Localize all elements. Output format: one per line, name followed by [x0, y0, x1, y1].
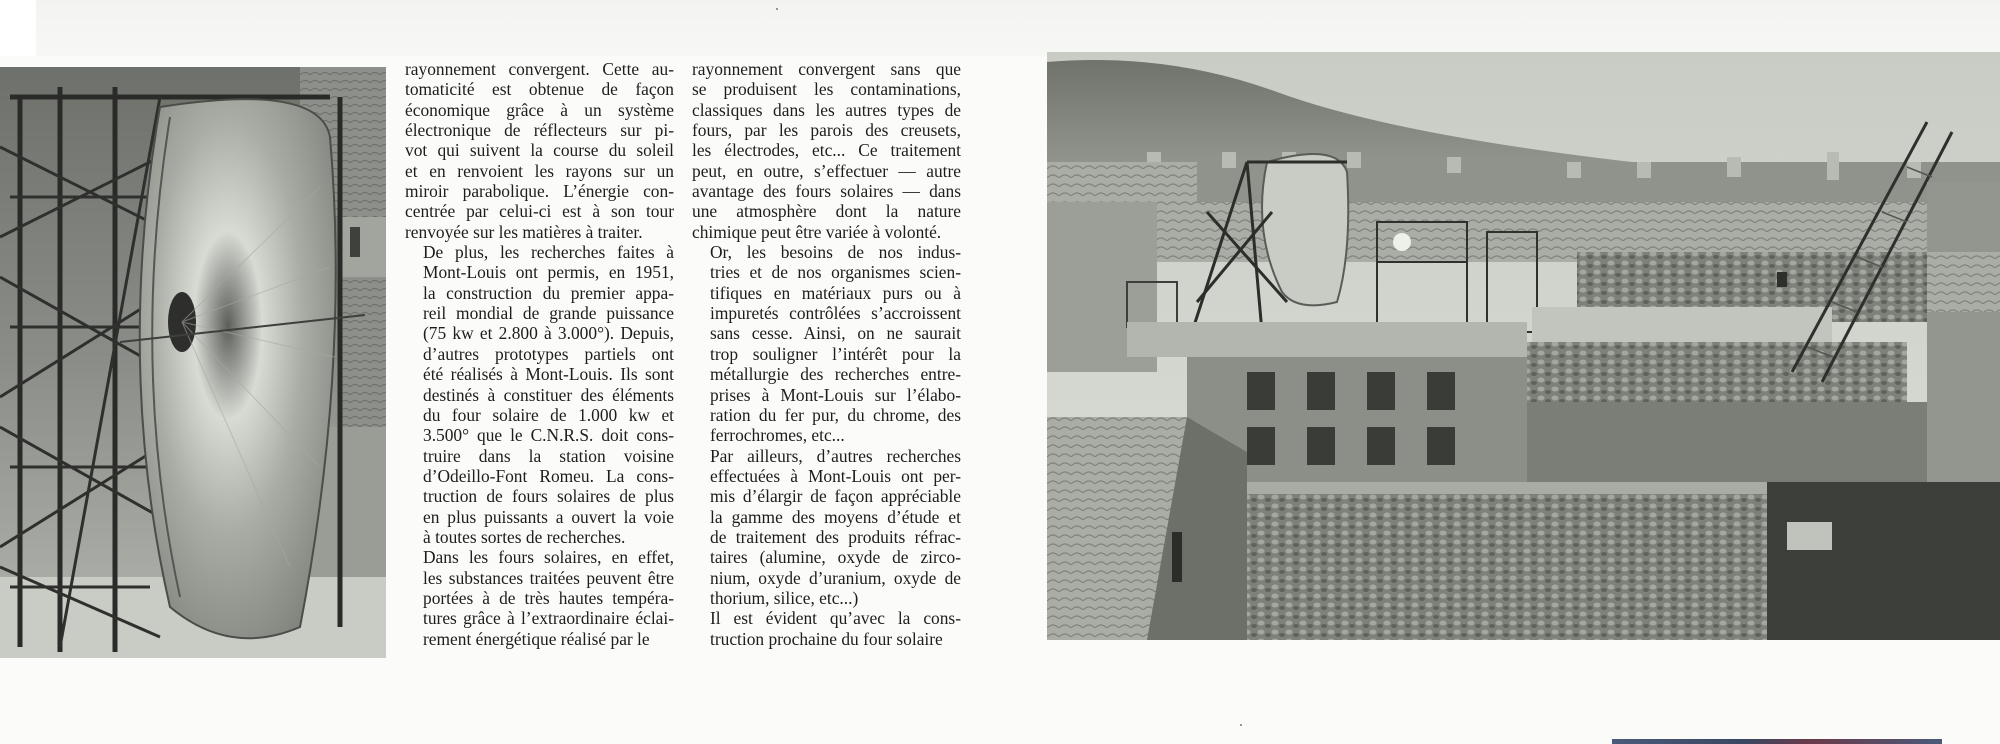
page-edge-strip — [1612, 739, 1942, 744]
text-line: les substances traitées peuvent être — [423, 567, 674, 588]
text-line: du four solaire de 1.000 kw et — [423, 404, 674, 425]
text-line: 3.500° que le C.N.R.S. doit cons- — [423, 425, 674, 446]
paper-speck — [776, 8, 778, 10]
text-line: nium, oxyde d’uranium, oxyde de — [710, 567, 961, 588]
paragraph — [692, 59, 961, 242]
text-line: d’autres prototypes partiels ont — [423, 343, 674, 364]
text-line: rayonnement convergent. Cette au- — [405, 59, 674, 79]
text-line: thorium, silice, etc...) — [710, 587, 859, 608]
solar-mirror-illustration — [0, 67, 386, 658]
scan-edge — [0, 0, 36, 56]
photo-mont-louis-rooftops — [1047, 52, 2000, 640]
text-line: centrée par celui-ci est à son tour — [405, 201, 674, 222]
text-line: la construction du premier appa- — [423, 282, 674, 303]
paragraph — [692, 446, 961, 609]
text-line: truction de fours solaires de plus — [423, 486, 674, 507]
text-line: Par ailleurs, d’autres recherches — [710, 445, 961, 466]
paragraph — [692, 242, 961, 445]
text-line: électronique de réflecteurs sur pi- — [405, 120, 674, 141]
text-line: De plus, les recherches faites à — [423, 242, 674, 263]
text-line: les électrodes, etc... Ce traitement — [692, 140, 961, 161]
text-line: truction prochaine du four solaire — [710, 628, 943, 649]
text-line: ferrochromes, etc... — [710, 425, 845, 446]
mont-louis-illustration — [1047, 52, 2000, 640]
text-line: tures grâce à l’extraordinaire éclai- — [423, 608, 674, 629]
page-top-margin — [36, 0, 2000, 56]
photo-solar-mirror — [0, 67, 386, 658]
text-line: mis d’élargir de façon appréciable — [710, 486, 961, 507]
text-line: tomaticité est obtenue de façon — [405, 79, 674, 100]
text-line: se produisent les contaminations, — [692, 79, 961, 100]
text-line: sans cesse. Ainsi, on ne saurait — [710, 323, 961, 344]
text-line: destinés à constituer des éléments — [423, 384, 674, 405]
paragraph — [405, 242, 674, 547]
paragraph — [692, 608, 961, 649]
text-line: rement énergétique réalisé par le — [423, 628, 650, 649]
text-line: trop souligner l’intérêt pour la — [710, 343, 961, 364]
paragraph — [405, 547, 674, 649]
text-line: d’Odeillo-Font Romeu. La cons- — [423, 465, 674, 486]
text-line: impuretés contrôlées s’accroissent — [710, 303, 961, 324]
text-line: tifiques en matériaux purs ou à — [710, 282, 961, 303]
text-line: portées à de très hautes tempéra- — [423, 587, 674, 608]
text-line: tries et de nos organismes scien- — [710, 262, 961, 283]
text-column-1 — [405, 59, 674, 649]
paragraph — [405, 59, 674, 242]
text-line: classiques dans les autres types de — [692, 99, 961, 120]
text-line: effectuées à Mont-Louis ont per- — [710, 465, 961, 486]
text-line: renvoyée sur les matières à traiter. — [405, 221, 643, 242]
text-line: fours, par les parois des creusets, — [692, 120, 961, 141]
text-line: été réalisés à Mont-Louis. Ils sont — [423, 364, 674, 385]
text-line: peut, en outre, s’effectuer — autre — [692, 160, 961, 181]
text-line: chimique peut être variée à volonté. — [692, 221, 942, 242]
text-line: une atmosphère dont la nature — [692, 201, 961, 222]
text-column-2 — [692, 59, 961, 649]
text-line: à toutes sortes de recherches. — [423, 526, 626, 547]
text-line: Il est évident qu’avec la cons- — [710, 608, 961, 629]
text-line: Mont-Louis ont permis, en 1951, — [423, 262, 674, 283]
text-line: (75 kw et 2.800 à 3.000°). Depuis, — [423, 323, 674, 344]
text-line: Or, les besoins de nos indus- — [710, 242, 961, 263]
text-line: la gamme des moyens d’étude et — [710, 506, 961, 527]
text-line: et en renvoient les rayons sur un — [405, 160, 674, 181]
text-line: rayonnement convergent sans que — [692, 59, 961, 79]
text-line: ration du fer pur, du chrome, des — [710, 404, 961, 425]
text-line: vot qui suivent la course du soleil — [405, 140, 674, 161]
text-line: avantage des fours solaires — dans — [692, 181, 961, 202]
text-line: miroir parabolique. L’énergie con- — [405, 181, 674, 202]
text-line: Dans les fours solaires, en effet, — [423, 547, 674, 568]
text-line: taires (alumine, oxyde de zirco- — [710, 547, 961, 568]
paper-speck — [1240, 724, 1242, 726]
text-line: métallurgie des recherches entre- — [710, 364, 961, 385]
text-line: économique grâce à un système — [405, 99, 674, 120]
text-line: reil mondial de grande puissance — [423, 303, 674, 324]
text-line: en plus puissants a ouvert la voie — [423, 506, 674, 527]
text-line: truire dans la station voisine — [423, 445, 674, 466]
text-line: prises à Mont-Louis sur l’élabo- — [710, 384, 961, 405]
text-line: de traitement des produits réfrac- — [710, 526, 961, 547]
